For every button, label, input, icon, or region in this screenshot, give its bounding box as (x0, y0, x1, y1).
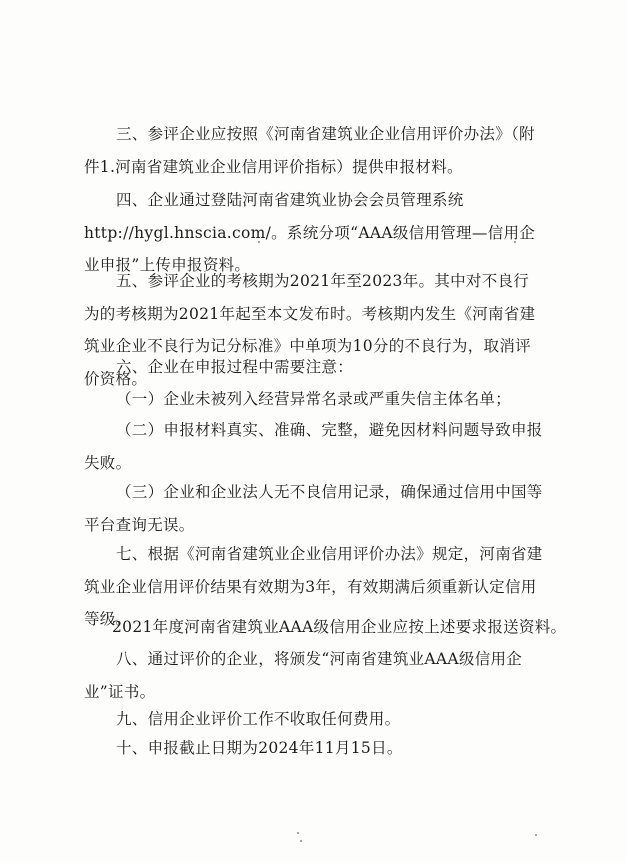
note-item-1: （一）企业未被列入经营异常名录或严重失信主体名单； (116, 390, 512, 408)
paragraph-7-validity: 七、根据《河南省建筑业企业信用评价办法》规定，河南省建筑业企业信用评价结果有效期为3年，有效期满后须重新认定信用等级。 (84, 545, 543, 628)
paragraph-10-deadline: 十、申报截止日期为2024年11月15日。 (116, 739, 403, 757)
paragraph-3-materials: 三、参评企业应按照《河南省建筑业企业信用评价办法》（附件1.河南省建筑业企业信用评价指标）提供申报材料。 (84, 125, 535, 176)
paragraph-5-assessment-period: 五、参评企业的考核期为2021年至2023年。其中对不良行为的考核期为2021年起至本文发布时。考核期内发生《河南省建筑业企业不良行为记分标准》中单项为10分的不良行为，取消评价资格。 (84, 272, 536, 388)
paragraph-4-submission-system: 四、企业通过登陆河南省建筑业协会会员管理系统http://hygl.hnscia.com/。系统分项“AAA级信用管理—信用企业申报”上传申报资料。 (84, 191, 536, 274)
scan-speck (300, 840, 302, 842)
note-item-2: （二）申报材料真实、准确、完整，避免因材料问题导致申报失败。 (84, 421, 543, 472)
scan-speck (258, 241, 260, 243)
paragraph-6-notes-heading: 六、企业在申报过程中需要注意： (116, 358, 354, 376)
scan-speck (297, 832, 299, 834)
scan-speck (535, 834, 537, 836)
note-item-3: （三）企业和企业法人无不良信用记录，确保通过信用中国等平台查询无误。 (84, 483, 543, 534)
paragraph-8-certificate: 八、通过评价的企业，将颁发“河南省建筑业AAA级信用企业”证书。 (84, 650, 523, 701)
paragraph-requirement-2021: 2021年度河南省建筑业AAA级信用企业应按上述要求报送资料。 (112, 618, 567, 636)
scan-speck (514, 241, 516, 243)
paragraph-9-no-fee: 九、信用企业评价工作不收取任何费用。 (116, 710, 401, 728)
